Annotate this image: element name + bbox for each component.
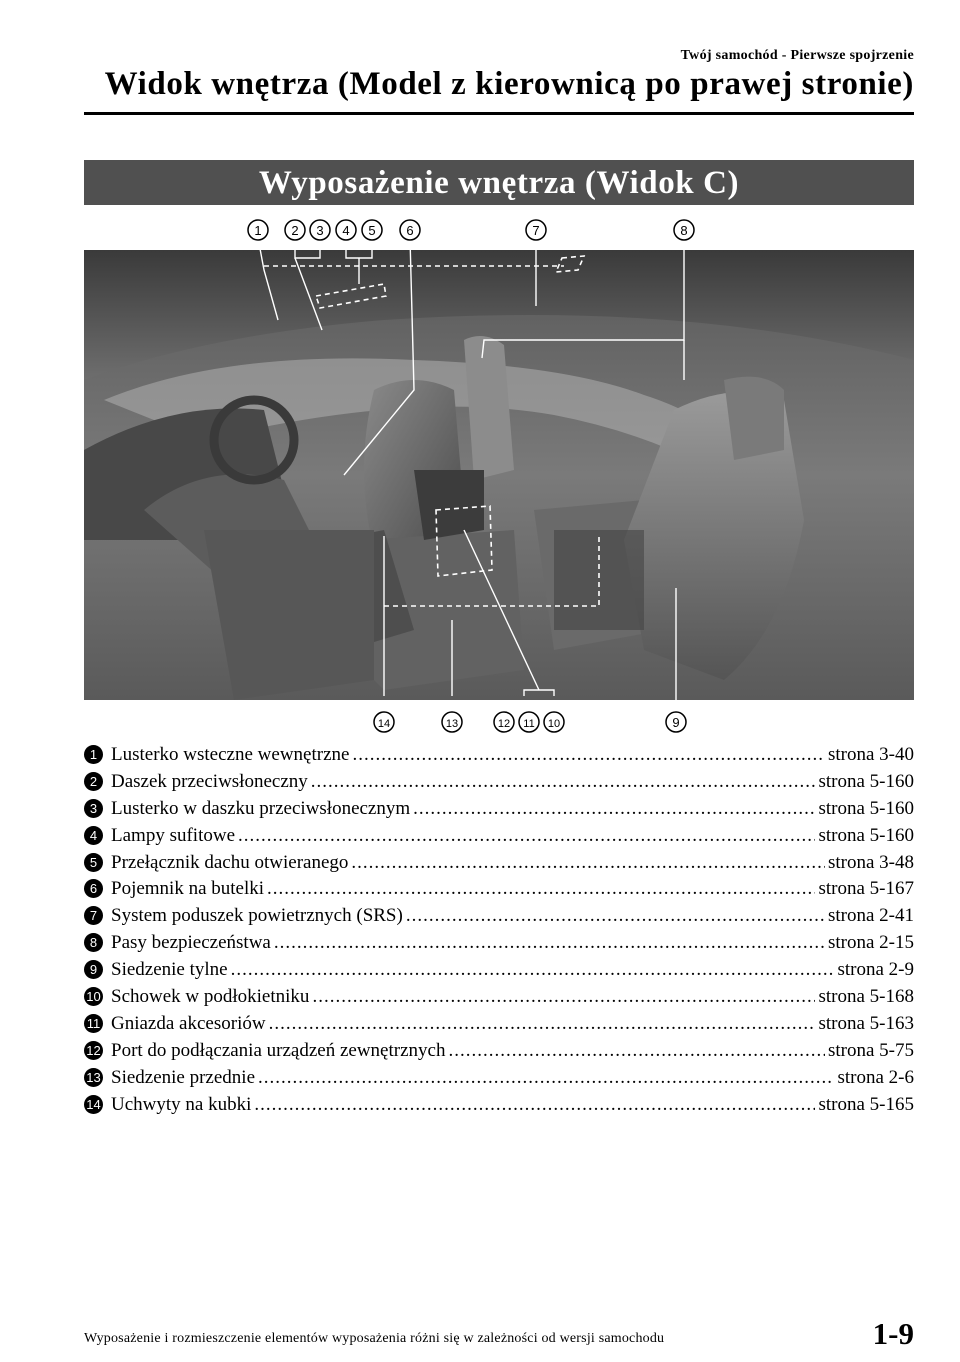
item-label: Lusterko wsteczne wewnętrzne xyxy=(111,744,350,765)
photo-body xyxy=(84,250,914,740)
list-item xyxy=(84,984,914,1011)
footer-note: Wyposażenie i rozmieszczenie elementów wyposażenia różni się w zależności od wersji samochodu xyxy=(84,1331,665,1346)
item-number-badge: 11 xyxy=(84,1014,103,1033)
item-number-badge: 9 xyxy=(84,960,103,979)
callout-label: 5 xyxy=(368,223,376,238)
callout-7 xyxy=(526,220,546,240)
callout-label: 6 xyxy=(406,223,414,238)
callout-label: 2 xyxy=(291,223,299,238)
callout-4 xyxy=(336,220,356,240)
callout-label: 3 xyxy=(316,223,324,238)
item-page-ref: strona 2-41 xyxy=(827,905,914,927)
dot-leader xyxy=(238,823,815,850)
item-label: Schowek w podłokietniku xyxy=(111,986,310,1008)
list-item xyxy=(84,930,914,957)
callout-label: 8 xyxy=(680,223,688,238)
item-label: Uchwyty na kubki xyxy=(111,1093,252,1115)
callout-label: 7 xyxy=(532,223,540,238)
item-number-badge: 2 xyxy=(84,772,103,791)
section-banner: Wyposażenie wnętrza (Widok C) xyxy=(84,160,914,205)
item-label: System poduszek powietrznych (SRS) xyxy=(111,905,403,927)
list-item xyxy=(84,796,914,823)
callout-label: 13 xyxy=(445,718,459,730)
item-number-badge: 13 xyxy=(84,1068,103,1087)
item-page-ref: strona 2-6 xyxy=(837,1066,914,1088)
list-item xyxy=(84,1011,914,1038)
item-label: Gniazda akcesoriów xyxy=(111,1012,266,1034)
item-page-ref: strona 5-167 xyxy=(818,878,914,900)
list-item xyxy=(84,903,914,930)
item-number-badge: 12 xyxy=(84,1041,103,1060)
item-page-ref: strona 5-160 xyxy=(818,824,914,846)
callout-11 xyxy=(519,712,539,732)
dot-leader xyxy=(406,903,825,930)
dot-leader xyxy=(267,876,815,903)
dot-leader xyxy=(352,742,825,769)
item-number-badge: 10 xyxy=(84,987,103,1006)
dot-leader xyxy=(258,1065,834,1092)
dot-leader xyxy=(231,957,835,984)
list-item xyxy=(84,1038,914,1065)
page-number: 1-9 xyxy=(872,1316,914,1351)
list-item xyxy=(84,742,914,769)
list-item xyxy=(84,850,914,877)
item-label: Lampy sufitowe xyxy=(111,824,236,846)
callout-8 xyxy=(674,220,694,240)
callout-12 xyxy=(494,712,514,732)
item-page-ref: strona 2-15 xyxy=(827,932,914,954)
callout-9 xyxy=(666,712,686,732)
callout-label: 12 xyxy=(497,718,511,730)
callout-2 xyxy=(285,220,305,240)
item-page-ref: strona 5-168 xyxy=(818,986,914,1008)
dot-leader xyxy=(351,850,825,877)
dot-leader xyxy=(254,1092,815,1119)
dot-leader xyxy=(448,1038,825,1065)
item-page-ref: strona 3-40 xyxy=(827,744,914,765)
item-number-badge: 5 xyxy=(84,853,103,872)
callout-label: 10 xyxy=(547,718,561,730)
callout-6 xyxy=(400,220,420,240)
item-page-ref: strona 5-163 xyxy=(818,1012,914,1034)
item-number-badge: 7 xyxy=(84,906,103,925)
callout-14 xyxy=(374,712,394,732)
item-label: Pojemnik na butelki xyxy=(111,878,265,900)
page-title: Widok wnętrza (Model z kierownicą po prawej stronie) xyxy=(104,66,914,102)
item-label: Pasy bezpieczeństwa xyxy=(111,932,271,954)
list-item xyxy=(84,957,914,984)
callout-label: 1 xyxy=(254,223,262,238)
callout-1 xyxy=(248,220,268,240)
item-page-ref: strona 5-160 xyxy=(818,770,914,792)
item-page-ref: strona 5-75 xyxy=(827,1039,914,1061)
item-label: Przełącznik dachu otwieranego xyxy=(111,851,349,873)
item-page-ref: strona 3-48 xyxy=(827,851,914,873)
item-page-ref: strona 5-160 xyxy=(818,797,914,819)
item-label: Daszek przeciwsłoneczny xyxy=(111,770,308,792)
list-item xyxy=(84,1065,914,1092)
item-label: Siedzenie tylne xyxy=(111,959,228,981)
car-interior-illustration xyxy=(84,210,914,740)
item-label: Lusterko w daszku przeciwsłonecznym xyxy=(111,797,411,819)
callout-13 xyxy=(442,712,462,732)
list-item xyxy=(84,876,914,903)
item-label: Siedzenie przednie xyxy=(111,1066,256,1088)
callout-label: 9 xyxy=(672,715,680,730)
dot-leader xyxy=(413,796,815,823)
item-number-badge: 3 xyxy=(84,799,103,818)
callout-label: 11 xyxy=(523,718,535,730)
item-number-badge: 1 xyxy=(84,745,103,764)
dot-leader xyxy=(311,769,816,796)
dot-leader xyxy=(274,930,825,957)
legend-list xyxy=(84,742,914,1118)
section-label: Twój samochód - Pierwsze spojrzenie xyxy=(680,48,914,63)
callout-10 xyxy=(544,712,564,732)
callout-5 xyxy=(362,220,382,240)
item-label: Port do podłączania urządzeń zewnętrznych xyxy=(111,1039,446,1061)
item-number-badge: 6 xyxy=(84,879,103,898)
item-page-ref: strona 5-165 xyxy=(818,1093,914,1115)
title-rule xyxy=(84,112,914,115)
callout-3 xyxy=(310,220,330,240)
list-item xyxy=(84,1092,914,1119)
item-number-badge: 4 xyxy=(84,826,103,845)
dot-leader xyxy=(312,984,815,1011)
item-page-ref: strona 2-9 xyxy=(837,959,914,981)
callout-label: 4 xyxy=(342,223,350,238)
item-number-badge: 8 xyxy=(84,933,103,952)
callout-label: 14 xyxy=(377,718,391,730)
list-item xyxy=(84,769,914,796)
dot-leader xyxy=(269,1011,816,1038)
list-item xyxy=(84,823,914,850)
item-number-badge: 14 xyxy=(84,1095,103,1114)
